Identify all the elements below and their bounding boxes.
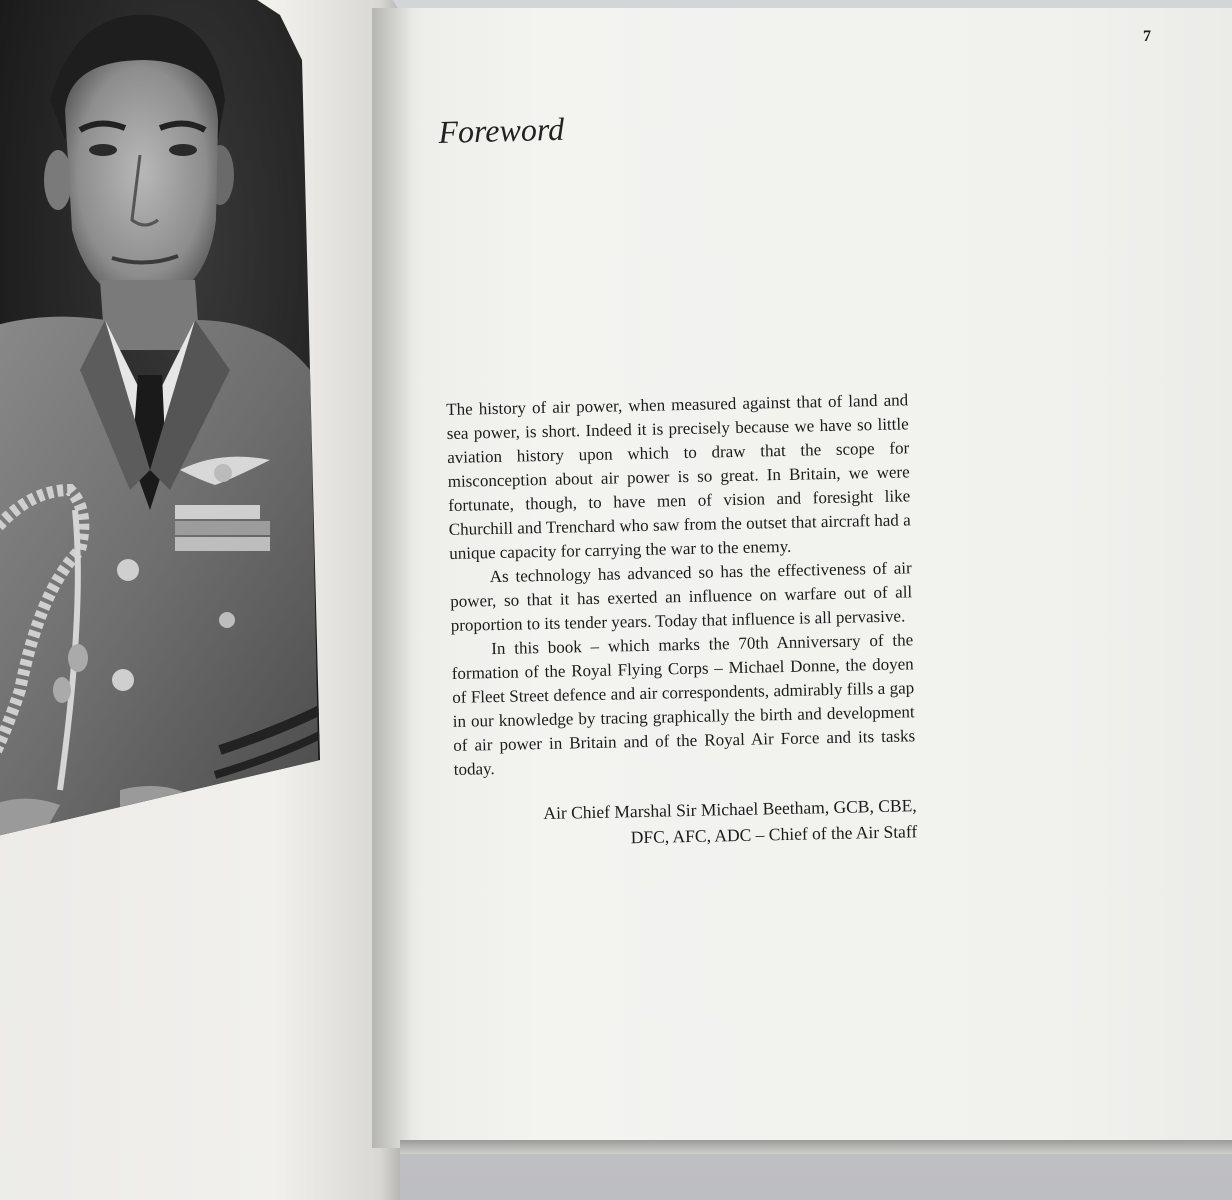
- portrait-photo: [0, 0, 320, 840]
- officer-portrait-illustration: [0, 0, 320, 840]
- page-edge: [400, 1140, 1232, 1154]
- page-title: Foreword: [438, 110, 565, 150]
- paragraph-2: As technology has advanced so has the effectiveness of air power, so that it has exerted an influence on warfare out of all proportion to its tender years. Today that influence is all pervasive.: [450, 558, 913, 635]
- signature-block: [454, 792, 917, 854]
- signature-line-2: DFC, AFC, ADC – Chief of the Air Staff: [630, 821, 918, 848]
- signature-line-1: Air Chief Marshal Sir Michael Beetham, GCB, CBE,: [543, 795, 917, 824]
- page-number: 7: [1143, 28, 1151, 45]
- paragraph-1: The history of air power, when measured against that of land and sea power, is short. Indeed it is precisely because we have so little aviation history upon which to draw that the scope for misconception about air power is so great. In Britain, we were fortunate, though, to have men of vision and foresight like Churchill and Trenchard who saw from the outset that aircraft had a unique capacity for carrying the war to the enemy.: [446, 390, 911, 563]
- foreword-body: [446, 388, 917, 854]
- gutter-shadow: [372, 8, 412, 1148]
- paragraph-3: In this book – which marks the 70th Anniversary of the formation of the Royal Flying Corps – Michael Donne, the doyen of Fleet Street defence and air correspondents, admirably fills a gap in our knowledge by tracing graphically the birth and development of air power in Britain and of the Royal Air Force and its tasks today.: [451, 630, 916, 779]
- left-page: [0, 0, 400, 1200]
